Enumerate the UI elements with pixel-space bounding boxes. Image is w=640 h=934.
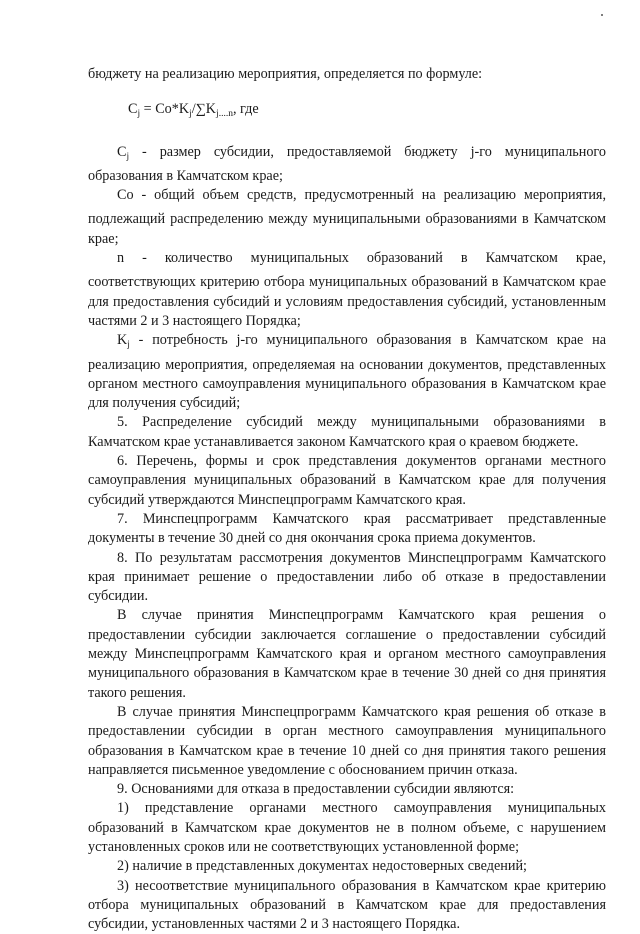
definition-symbol: Co <box>117 187 134 204</box>
formula-sum: /∑K <box>191 101 217 118</box>
definition-symbol-sub: j <box>126 151 130 162</box>
paragraph-9-item-2: 2) наличие в представленных документах недостоверных сведений; <box>117 858 527 875</box>
paragraph-8: 8. По результатам рассмотрения документов Минспецпрограмм Камчатского края принимает решение о предоставлении либо об отказе в предоставлении субсидии. <box>88 549 606 605</box>
scan-speck <box>601 14 603 16</box>
intro-line: бюджету на реализацию мероприятия, определяется по формуле: <box>88 66 483 82</box>
formula-eq: = Co*K <box>140 101 190 118</box>
paragraph-9: 9. Основаниями для отказа в предоставлении субсидии являются: <box>117 781 515 798</box>
formula-k-sub: j <box>189 109 192 120</box>
definition-cj <box>88 143 606 187</box>
definition-text: - потребность j-го муниципального образования в Камчатском крае на реализацию мероприятия, определяемая на основании документов, представленных органом местного самоуправления муниципального образования в Камчатском крае для получения субсидий; <box>88 332 606 412</box>
formula-lhs-sub: j <box>137 109 141 120</box>
definition-symbol-sub: j <box>127 340 130 351</box>
formula-tail: , где <box>232 101 259 118</box>
definition-text: - количество муниципальных образований в Камчатском крае, соответствующих критерию отбора муниципальных образований в Камчатском крае для предоставления субсидий и условиям предоставления субсидий, установленным частями 2 и 3 настоящего Порядка; <box>88 250 606 329</box>
definition-text: - общий объем средств, предусмотренный на реализацию мероприятия, подлежащий распределению между муниципальными образованиями в Камчатском крае; <box>88 187 606 247</box>
formula <box>88 100 606 124</box>
paragraph-7: 7. Минспецпрограмм Камчатского края рассматривает представленные документы в течение 30 дней со дня окончания срока приема документов. <box>88 510 606 547</box>
document-body <box>88 65 606 934</box>
paragraph-5: 5. Распределение субсидий между муниципальными образованиями в Камчатском крае устанавливается законом Камчатского края о краевом бюджете. <box>88 414 606 450</box>
paragraph-8-approval: В случае принятия Минспецпрограмм Камчатского края решения о предоставлении субсидии заключается соглашение о предоставлении субсидий между Минспецпрограмм Камчатского края и органом местного самоуправления муниципального образования в Камчатском крае в течение 30 дней со дня принятия такого решения. <box>88 607 606 701</box>
paragraph-9-item-3: 3) несоответствие муниципального образования в Камчатском крае критерию отбора муниципальных образований в Камчатском крае для предоставления субсидии, установленных частями 2 и 3 настоящего Порядка. <box>88 877 606 933</box>
definition-symbol: n <box>117 250 125 267</box>
paragraph-8-refusal: В случае принятия Минспецпрограмм Камчатского края решения об отказе в предоставлении субсидии в орган местного самоуправления муниципального образования в Камчатском крае в течение 10 дней со дня принятия такого решения направляется письменное уведомление с обоснованием причин отказа. <box>88 703 606 778</box>
definition-co <box>88 186 606 249</box>
formula-lhs: C <box>128 101 138 118</box>
paragraph-9-item-1: 1) представление органами местного самоуправления муниципальных образований в Камчатском крае документов не в полном объеме, с нарушением установленных сроков или не соответствующих установленной форме; <box>88 800 606 855</box>
paragraph-6: 6. Перечень, формы и срок представления документов органами местного самоуправления муниципальных образований в Камчатском крае для получения субсидий утверждаются Минспецпрограмм Камчатского края. <box>88 453 606 508</box>
definition-text: - размер субсидии, предоставляемой бюджету j-го муниципального образования в Камчатском крае; <box>88 143 606 184</box>
definition-symbol: K <box>117 332 128 349</box>
definition-kj <box>88 331 606 413</box>
definition-n <box>88 249 606 331</box>
formula-sum-sub: j....n <box>216 109 233 120</box>
definition-symbol: C <box>117 143 127 160</box>
